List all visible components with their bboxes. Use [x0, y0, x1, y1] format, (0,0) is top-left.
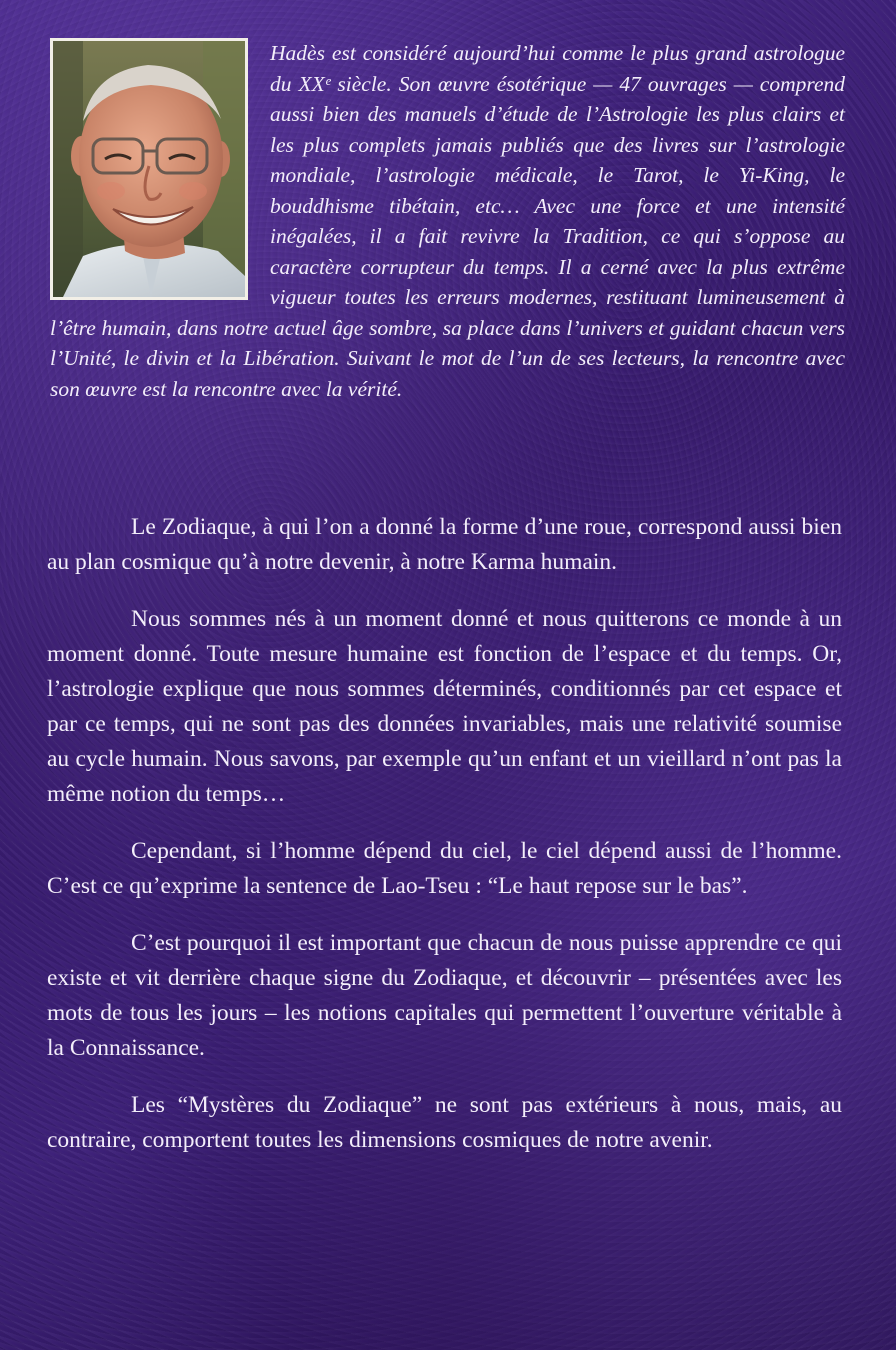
photo-spacer: [50, 38, 248, 306]
author-bio-text: Hadès est considéré aujourd’hui comme le plus grand astrologue du XXᵉ siècle. Son œuvre ésotérique — 47 ouvrages — comprend aussi bien des manuels d’étude de l’Astrologie les plus clairs et les plus complets jamais publiés que des livres sur l’astrologie mondiale, l’astrologie médicale, le Tarot, le Yi-King, le bouddhisme tibétain, etc… Avec une force et une intensité inégalées, il a fait revivre la Tradition, ce qui s’oppose au caractère corrupteur du temps. Il a cerné avec la plus extrême vigueur toutes les erreurs modernes, restituant lumineusement à l’être humain, dans notre actuel âge sombre, sa place dans l’univers et guidant chacun vers l’Unité, le divin et la Libération. Suivant le mot de l’un de ses lecteurs, la rencontre avec son œuvre est la rencontre avec la vérité.: [50, 41, 845, 401]
author-bio: [50, 38, 845, 404]
paragraph: Le Zodiaque, à qui l’on a donné la forme d’une roue, correspond aussi bien au plan cosmique qu’à notre devenir, à notre Karma humain.: [47, 514, 842, 575]
paragraph: Cependant, si l’homme dépend du ciel, le ciel dépend aussi de l’homme. C’est ce qu’exprime la sentence de Lao-Tseu : “Le haut repose sur le bas”.: [47, 838, 842, 899]
paragraph: Les “Mystères du Zodiaque” ne sont pas extérieurs à nous, mais, au contraire, comportent toutes les dimensions cosmiques de notre avenir.: [47, 1092, 842, 1153]
paragraph: C’est pourquoi il est important que chacun de nous puisse apprendre ce qui existe et vit derrière chaque signe du Zodiaque, et découvrir – présentées avec les mots de tous les jours – les notions capitales qui permettent l’ouverture véritable à la Connaissance.: [47, 930, 842, 1061]
book-description: [47, 510, 842, 1180]
paragraph: Nous sommes nés à un moment donné et nous quitterons ce monde à un moment donné. Toute mesure humaine est fonction de l’espace et du temps. Or, l’astrologie explique que nous sommes déterminés, conditionnés par cet espace et par ce temps, qui ne sont pas des données invariables, mais une relativité soumise au cycle humain. Nous savons, par exemple qu’un enfant et un vieillard n’ont pas la même notion du temps…: [47, 606, 842, 807]
